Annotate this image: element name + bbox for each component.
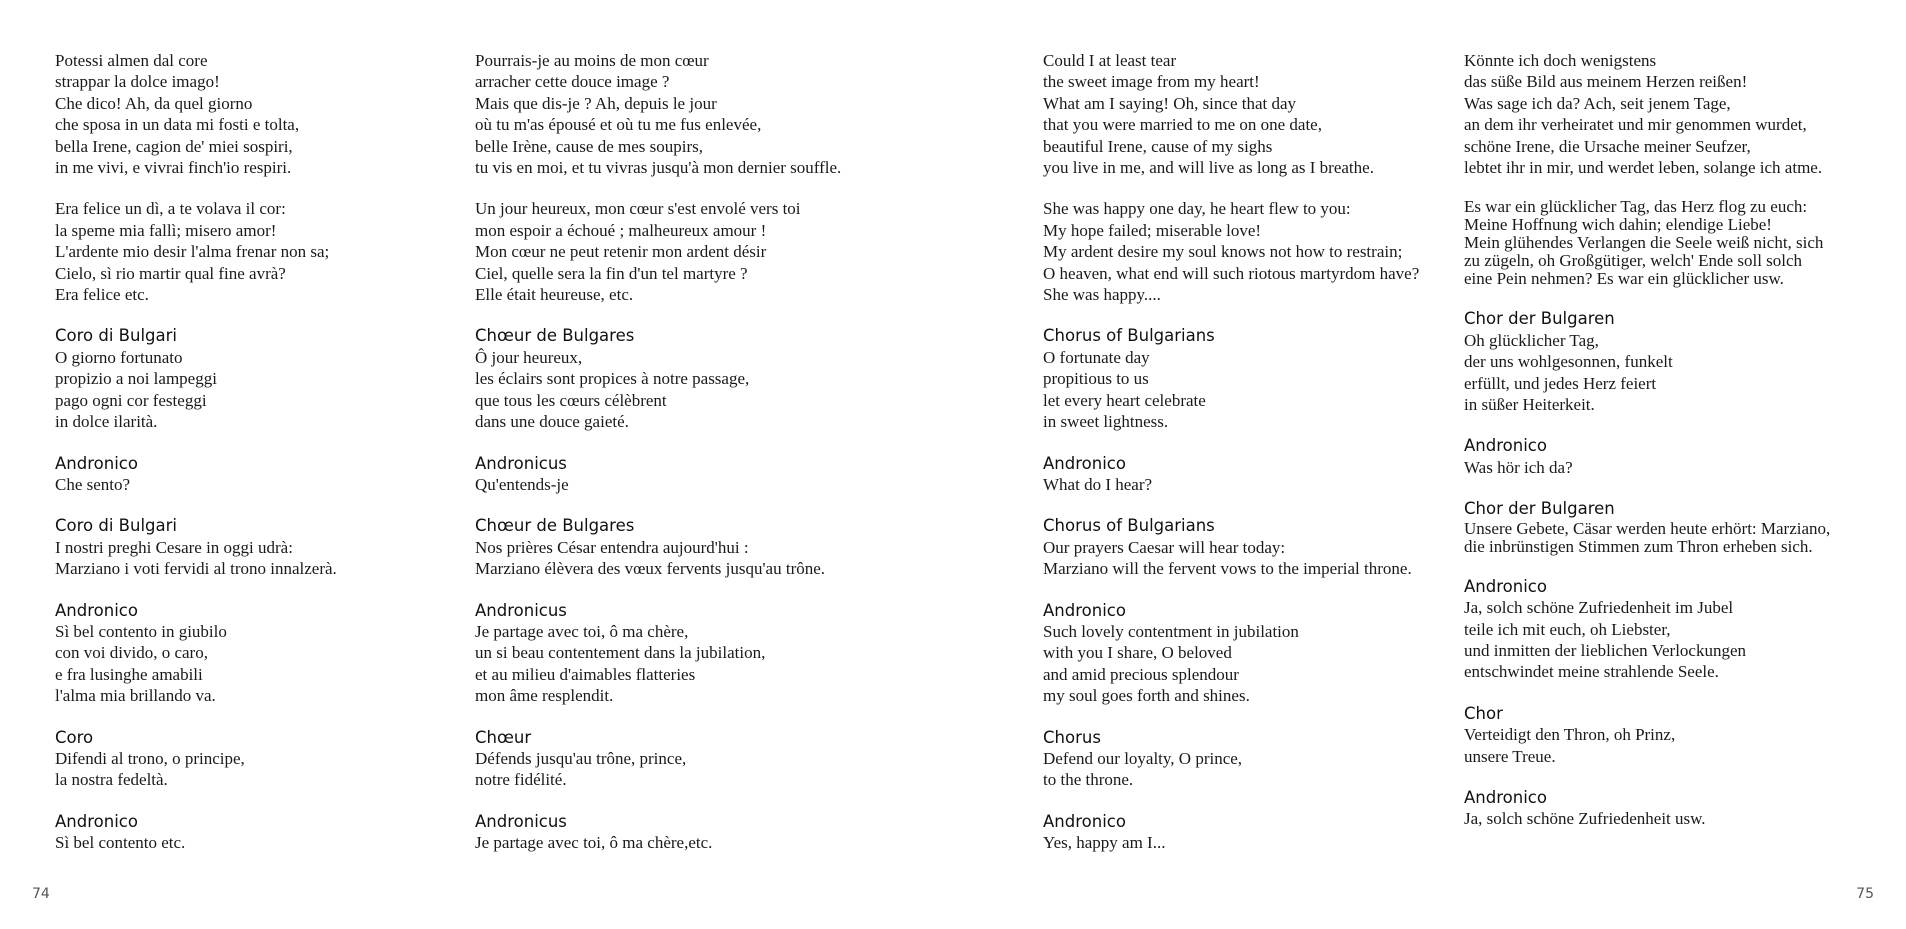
speaker-name: Andronico [1464, 576, 1547, 596]
column-italian [55, 50, 337, 874]
verse-line: tu vis en moi, et tu vivras jusqu'à mon dernier souffle. [475, 158, 842, 178]
verse-block [1464, 435, 1830, 478]
verse-line: où tu m'as épousé et où tu me fus enlevée, [475, 115, 762, 135]
verse-line: teile ich mit euch, oh Liebster, [1464, 619, 1671, 639]
verse-line: to the throne. [1043, 770, 1134, 790]
verse-line: an dem ihr verheiratet und mir genommen wurdet, [1464, 115, 1807, 135]
speaker-name: Chor [1464, 703, 1503, 723]
verse-line: Un jour heureux, mon cœur s'est envolé vers toi [475, 199, 801, 219]
verse-block [1043, 515, 1419, 579]
verse-line: Difendi al trono, o principe, [55, 748, 245, 768]
verse-block [475, 515, 841, 579]
verse-line: and amid precious splendour [1043, 664, 1239, 684]
verse-line: She was happy one day, he heart flew to you: [1043, 199, 1351, 219]
verse-block [1043, 811, 1419, 854]
verse-block [1043, 325, 1419, 432]
verse-line: Je partage avec toi, ô ma chère,etc. [475, 833, 713, 853]
verse-line: Potessi almen dal core [55, 51, 208, 70]
verse-line: l'alma mia brillando va. [55, 686, 216, 706]
verse-line: L'ardente mio desir l'alma frenar non sa; [55, 242, 330, 262]
column-english [1043, 50, 1419, 874]
verse-line: Our prayers Caesar will hear today: [1043, 537, 1286, 557]
speaker-name: Andronico [1464, 436, 1547, 456]
speaker-name: Chœur de Bulgares [475, 516, 635, 536]
verse-line: Ciel, quelle sera la fin d'un tel martyre ? [475, 263, 748, 283]
verse-line: notre fidélité. [475, 770, 567, 790]
verse-line: les éclairs sont propices à notre passage, [475, 369, 750, 389]
verse-line: propitious to us [1043, 369, 1149, 389]
speaker-name: Andronico [1043, 600, 1126, 620]
verse-block [1464, 576, 1830, 683]
verse-block [1043, 600, 1419, 707]
verse-block [475, 325, 841, 432]
verse-line: Mon cœur ne peut retenir mon ardent désir [475, 242, 767, 262]
verse-line: in süßer Heiterkeit. [1464, 395, 1595, 415]
speaker-name: Andronico [55, 600, 138, 620]
verse-line: Yes, happy am I... [1043, 833, 1166, 853]
verse-block [475, 811, 841, 854]
verse-line: un si beau contentement dans la jubilation, [475, 643, 766, 663]
verse-line: Che dico! Ah, da quel giorno [55, 93, 253, 113]
verse-line: Mein glühendes Verlangen die Seele weiß nicht, sich [1464, 233, 1824, 253]
verse-line: Pourrais-je au moins de mon cœur [475, 51, 709, 70]
verse-line: Was sage ich da? Ach, seit jenem Tage, [1464, 93, 1731, 113]
verse-block [475, 453, 841, 496]
verse-line: She was happy.... [1043, 285, 1161, 305]
verse-line: let every heart celebrate [1043, 390, 1206, 410]
verse-line: et au milieu d'aimables flatteries [475, 664, 696, 684]
verse-block [55, 198, 337, 305]
verse-line: lebtet ihr in mir, und werdet leben, solange ich atme. [1464, 158, 1823, 178]
verse-line: der uns wohlgesonnen, funkelt [1464, 352, 1673, 372]
verse-line: Was hör ich da? [1464, 457, 1573, 477]
verse-block [475, 727, 841, 791]
verse-line: entschwindet meine strahlende Seele. [1464, 662, 1719, 682]
verse-line: Ja, solch schöne Zufriedenheit im Jubel [1464, 598, 1734, 618]
verse-line: My ardent desire my soul knows not how to restrain; [1043, 242, 1403, 262]
verse-line: dans une douce gaieté. [475, 412, 629, 432]
verse-line: pago ogni cor festeggi [55, 390, 207, 410]
verse-block [1464, 703, 1830, 767]
verse-line: in sweet lightness. [1043, 412, 1169, 432]
verse-block [1043, 198, 1419, 305]
verse-block [1464, 308, 1830, 415]
verse-line: erfüllt, und jedes Herz feiert [1464, 373, 1657, 393]
verse-block [1464, 50, 1830, 178]
verse-line: in me vivi, e vivrai finch'io respiri. [55, 158, 292, 178]
speaker-name: Andronico [1043, 453, 1126, 473]
verse-line: Defend our loyalty, O prince, [1043, 748, 1243, 768]
verse-line: con voi divido, o caro, [55, 643, 208, 663]
verse-line: Oh glücklicher Tag, [1464, 330, 1599, 350]
verse-line: with you I share, O beloved [1043, 643, 1232, 663]
verse-block [55, 600, 337, 707]
speaker-name: Chorus of Bulgarians [1043, 516, 1215, 536]
verse-line: that you were married to me on one date, [1043, 115, 1322, 135]
speaker-name: Coro [55, 727, 94, 747]
verse-block [55, 811, 337, 854]
verse-line: zu zügeln, oh Großgütiger, welch' Ende soll solch [1464, 251, 1803, 271]
verse-block [55, 453, 337, 496]
verse-block [475, 198, 841, 305]
verse-line: Cielo, sì rio martir qual fine avrà? [55, 263, 286, 283]
verse-line: strappar la dolce imago! [55, 72, 220, 92]
verse-line: propizio a noi lampeggi [55, 369, 217, 389]
verse-line: Sì bel contento in giubilo [55, 621, 227, 641]
verse-line: O fortunate day [1043, 347, 1150, 367]
verse-line: arracher cette douce image ? [475, 72, 670, 92]
verse-line: Meine Hoffnung wich dahin; elendige Liebe! [1464, 215, 1772, 235]
verse-line: das süße Bild aus meinem Herzen reißen! [1464, 72, 1748, 92]
page-number-left: 74 [32, 886, 50, 902]
verse-block [475, 600, 841, 707]
speaker-name: Coro di Bulgari [55, 516, 177, 536]
verse-line: Marziano élèvera des vœux fervents jusqu'au trône. [475, 559, 826, 579]
speaker-name: Chor der Bulgaren [1464, 309, 1615, 329]
verse-line: Era felice un dì, a te volava il cor: [55, 199, 286, 219]
page-number-right: 75 [1856, 886, 1874, 902]
speaker-name: Chor der Bulgaren [1464, 499, 1615, 519]
speaker-name: Andronico [55, 453, 138, 473]
verse-line: que tous les cœurs célèbrent [475, 390, 667, 410]
verse-line: beautiful Irene, cause of my sighs [1043, 136, 1273, 156]
verse-line: bella Irene, cagion de' miei sospiri, [55, 136, 293, 156]
verse-line: Verteidigt den Thron, oh Prinz, [1464, 725, 1676, 745]
verse-line: la speme mia fallì; misero amor! [55, 220, 277, 240]
verse-line: mon espoir a échoué ; malheureux amour ! [475, 220, 767, 240]
speaker-name: Andronico [1464, 787, 1547, 807]
verse-line: schöne Irene, die Ursache meiner Seufzer, [1464, 136, 1751, 156]
speaker-name: Chœur de Bulgares [475, 326, 635, 346]
verse-line: e fra lusinghe amabili [55, 664, 203, 684]
speaker-name: Chorus of Bulgarians [1043, 326, 1215, 346]
verse-line: die inbrünstigen Stimmen zum Thron erheben sich. [1464, 536, 1813, 556]
verse-line: my soul goes forth and shines. [1043, 686, 1250, 706]
verse-line: What am I saying! Oh, since that day [1043, 93, 1297, 113]
verse-line: belle Irène, cause de mes soupirs, [475, 136, 703, 156]
verse-block [1464, 198, 1830, 288]
verse-line: Era felice etc. [55, 285, 149, 305]
speaker-name: Andronico [55, 811, 138, 831]
verse-line: Sì bel contento etc. [55, 833, 186, 853]
verse-line: la nostra fedeltà. [55, 770, 168, 790]
speaker-name: Andronicus [475, 811, 567, 831]
verse-line: Marziano will the fervent vows to the imperial throne. [1043, 559, 1412, 579]
verse-block [55, 515, 337, 579]
verse-line: I nostri preghi Cesare in oggi udrà: [55, 537, 293, 557]
speaker-name: Andronicus [475, 600, 567, 620]
column-german [1464, 50, 1830, 850]
verse-line: Nos prières César entendra aujourd'hui : [475, 537, 749, 557]
verse-line: Elle était heureuse, etc. [475, 285, 634, 305]
verse-block [1043, 453, 1419, 496]
verse-line: Könnte ich doch wenigstens [1464, 51, 1657, 70]
verse-line: My hope failed; miserable love! [1043, 220, 1262, 240]
verse-line: in dolce ilarità. [55, 412, 158, 432]
verse-line: Es war ein glücklicher Tag, das Herz flog zu euch: [1464, 197, 1808, 217]
verse-block [1464, 498, 1830, 555]
verse-block [1464, 787, 1830, 830]
verse-block [55, 325, 337, 432]
verse-line: Unsere Gebete, Cäsar werden heute erhört: Marziano, [1464, 518, 1831, 538]
verse-line: Could I at least tear [1043, 51, 1177, 70]
verse-line: you live in me, and will live as long as I breathe. [1043, 158, 1374, 178]
verse-line: eine Pein nehmen? Es war ein glücklicher usw. [1464, 269, 1784, 289]
speaker-name: Chœur [475, 727, 532, 747]
verse-line: mon âme resplendit. [475, 686, 614, 706]
column-french [475, 50, 841, 874]
verse-line: Che sento? [55, 474, 131, 494]
verse-line: the sweet image from my heart! [1043, 72, 1260, 92]
verse-line: What do I hear? [1043, 474, 1153, 494]
speaker-name: Andronico [1043, 811, 1126, 831]
verse-block [55, 50, 337, 178]
verse-line: O heaven, what end will such riotous martyrdom have? [1043, 263, 1420, 283]
verse-block [55, 727, 337, 791]
verse-block [1043, 727, 1419, 791]
verse-line: Ja, solch schöne Zufriedenheit usw. [1464, 809, 1706, 829]
verse-line: Ô jour heureux, [475, 347, 583, 367]
verse-line: Qu'entends-je [475, 474, 569, 494]
verse-line: Défends jusqu'au trône, prince, [475, 748, 687, 768]
verse-line: Mais que dis-je ? Ah, depuis le jour [475, 93, 717, 113]
verse-line: unsere Treue. [1464, 746, 1556, 766]
verse-line: Such lovely contentment in jubilation [1043, 621, 1299, 641]
speaker-name: Andronicus [475, 453, 567, 473]
verse-line: und inmitten der lieblichen Verlockungen [1464, 640, 1747, 660]
verse-line: O giorno fortunato [55, 347, 183, 367]
verse-block [475, 50, 841, 178]
speaker-name: Coro di Bulgari [55, 326, 177, 346]
verse-line: che sposa in un data mi fosti e tolta, [55, 115, 300, 135]
speaker-name: Chorus [1043, 727, 1101, 747]
verse-line: Marziano i voti fervidi al trono innalzerà. [55, 559, 337, 579]
verse-line: Je partage avec toi, ô ma chère, [475, 621, 689, 641]
verse-block [1043, 50, 1419, 178]
